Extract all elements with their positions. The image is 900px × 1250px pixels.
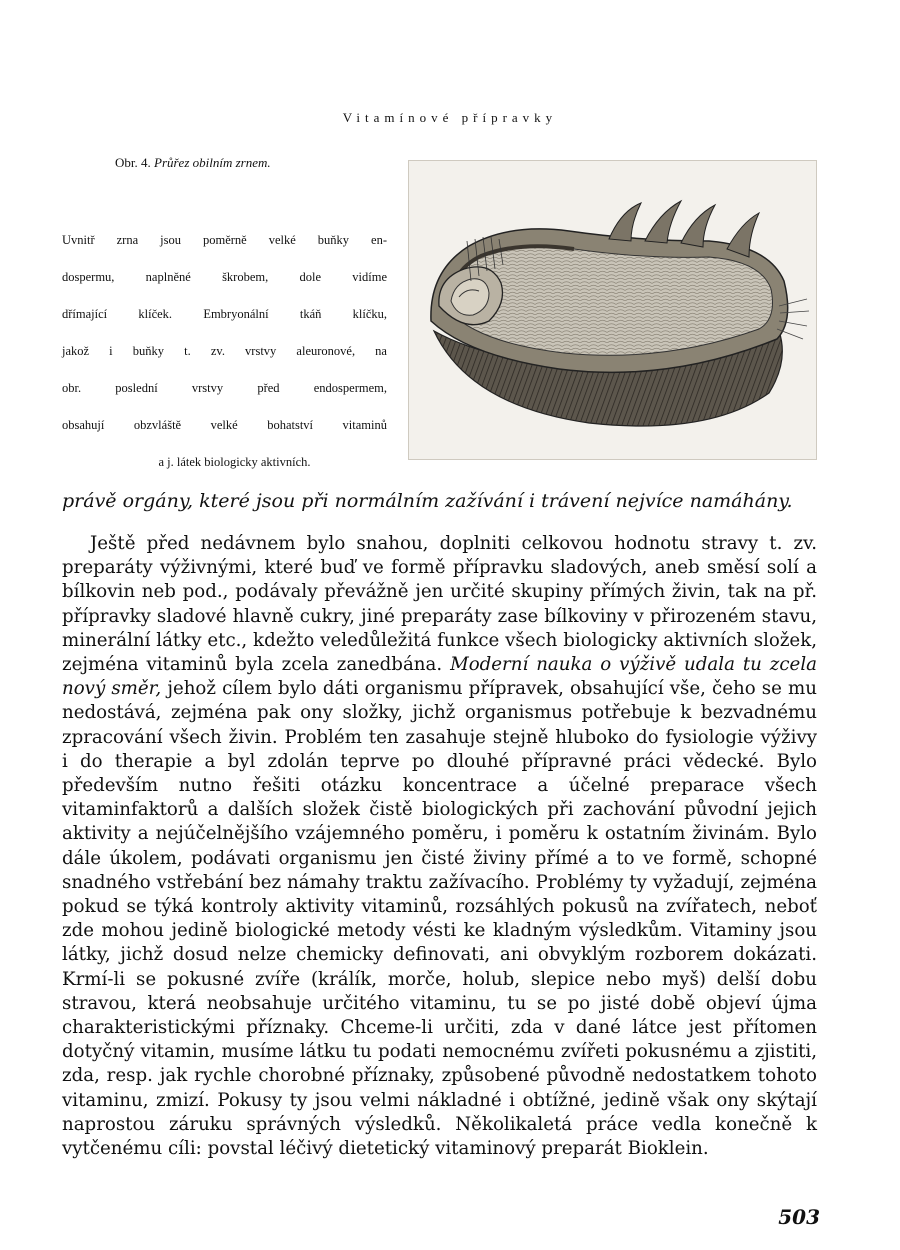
caption-line: a j. látek biologicky aktivních. — [158, 455, 311, 469]
running-title: Vitamínové přípravky — [342, 110, 558, 125]
caption-line: obr. poslední vrstvy před endospermem, — [62, 381, 387, 395]
caption-line: Uvnitř zrna jsou poměrně velké buňky en- — [62, 233, 387, 247]
paragraph-text-part1: Ještě před nedávnem bylo snahou, doplniti celkovou hodnotu stravy t. zv. preparáty výživnými, které buď ve formě přípravku sladových, aneb směsí solí a bílkovin neb pod., podávaly převážně jen určité skupiny přímých živin, tak na př. přípravky sladové hlavně cukry, jiné preparáty zase bílkoviny v přirozeném stavu, minerální látky etc., kdežto veledůležitá funkce všech biologicky aktivních složek, zejména vitaminů byla zcela zanedbána. — [62, 533, 817, 676]
caption-line: dřímající klíček. Embryonální tkáň klíčku, — [62, 307, 387, 321]
grain-illustration-svg — [409, 161, 816, 459]
figure-title: Průřez obilním zrnem. — [154, 155, 271, 170]
paragraph-italic-phrase: Moderní nauka o výživě udala tu zcela nový směr, — [62, 654, 817, 700]
page-number: 503 — [778, 1205, 820, 1229]
caption-line: obsahují obzvláště velké bohatství vitaminů — [62, 418, 387, 432]
intro-italic-sentence: právě orgány, které jsou při normálním zažívání i trávení nejvíce namáhány. — [62, 490, 793, 512]
paragraph-text-part2: jehož cílem bylo dáti organismu přípravek, obsahující vše, čeho se mu nedostává, zejména pak ony složky, jichž organismus potřebuje k bezvadnému zpracování všech živin. Problém ten zasahuje stejně hluboko do fysiologie výživy i do therapie a byl zdolán teprve po dlouhé přípravné práci vědecké. Bylo především nutno řešiti otázku koncentrace a účelné preparace všech vitaminfaktorů a dalších složek čistě biologických při zachování původní jejich aktivity a nejúčelnějšího vzájemného poměru, i poměru k ostatním živinám. Bylo dále úkolem, podávati organismu jen čisté živiny přímé a to ve formě, schopné snadného vstřebání bez námahy traktu zažívacího. Problémy ty vyžadují, zejména pokud se týká kontroly aktivity vitaminů, rozsáhlých pokusů na zvířatech, neboť zde mohou jedině biologické metody vésti ke kladným výsledkům. Vitaminy jsou látky, jichž dosud nelze chemicky definovati, ani obvyklým rozborem dokázati. Krmí-li se pokusné zvíře (králík, morče, holub, slepice nebo myš) delší dobu stravou, která neobsahuje určitého vitaminu, tu se po jisté době objeví újma charakteristickými příznaky. Chceme-li určiti, zda v dané látce jest přítomen dotyčný vitamin, musíme látku tu podati nemocnému zvířeti pokusnému a zjistiti, zda, resp. jak rychle chorobné příznaky, způsobené původně nedostatkem tohoto vitaminu, zmizí. Pokusy ty jsou velmi nákladné i obtížné, jedině však ony skýtají naprostou záruku správných výsledků. Několikaletá práce vedla konečně k vytčenému cíli: povstal léčivý dietetický vitaminový preparát Bioklein. — [62, 678, 817, 1160]
figure-label: Obr. 4. — [115, 155, 151, 170]
caption-line: dospermu, naplněné škrobem, dole vidíme — [62, 270, 387, 284]
caption-line: jakož i buňky t. zv. vrstvy aleuronové, na — [62, 344, 387, 358]
grain-cross-section-illustration — [408, 160, 817, 460]
figure-caption-title — [115, 155, 271, 171]
figure-caption-body — [62, 222, 387, 481]
main-paragraph — [62, 532, 817, 1161]
